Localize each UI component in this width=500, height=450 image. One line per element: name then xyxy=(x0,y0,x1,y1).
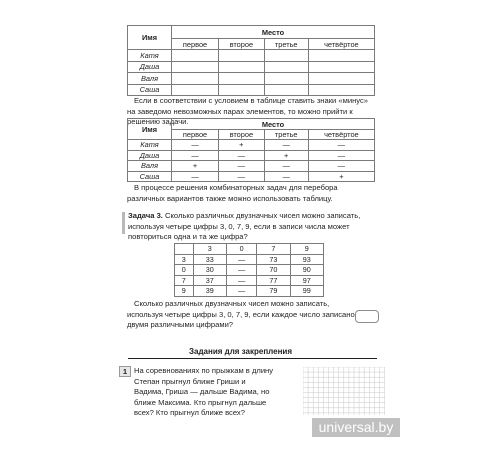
number-cell: 70 xyxy=(257,265,290,276)
table-row xyxy=(128,84,375,96)
column-header: третье xyxy=(264,130,308,140)
empty-cell xyxy=(219,61,265,73)
watermark-logo: universal.by xyxy=(312,418,400,437)
empty-cell xyxy=(264,50,308,62)
answer-box[interactable] xyxy=(355,310,379,323)
digit-header: 7 xyxy=(257,244,290,255)
mark-cell: — xyxy=(172,150,219,161)
name-header: Имя xyxy=(128,119,172,140)
mark-cell: — xyxy=(264,161,308,172)
row-name: Даша xyxy=(128,61,172,73)
mark-cell: + xyxy=(264,150,308,161)
row-name: Катя xyxy=(128,140,172,151)
empty-cell xyxy=(219,73,265,85)
number-cell: — xyxy=(226,254,256,265)
digit-header: 3 xyxy=(193,244,226,255)
section-divider xyxy=(128,358,377,359)
mark-cell: + xyxy=(308,171,374,182)
empty-cell xyxy=(172,50,219,62)
column-header: второе xyxy=(219,39,265,50)
number-cell: 37 xyxy=(193,275,226,286)
table-row xyxy=(175,265,324,276)
digit-row-header: 0 xyxy=(175,265,194,276)
mark-cell: — xyxy=(308,140,374,151)
number-cell: 90 xyxy=(290,265,323,276)
number-cell: — xyxy=(226,275,256,286)
corner-cell xyxy=(175,244,194,255)
number-cell: 39 xyxy=(193,286,226,297)
digit-header: 9 xyxy=(290,244,323,255)
paragraph-minus-signs: Если в соответствии с условием в таблице ставить знаки «минус» на заведомо невозможных парах элементов, то можно прийти к решению задачи. xyxy=(127,96,368,127)
empty-cell xyxy=(264,84,308,96)
row-name: Саша xyxy=(128,171,172,182)
column-header: третье xyxy=(264,39,308,50)
empty-cell xyxy=(264,61,308,73)
number-cell: 30 xyxy=(193,265,226,276)
task3-text xyxy=(128,211,376,243)
table-row xyxy=(128,73,375,85)
mark-cell: — xyxy=(219,161,265,172)
mark-cell: — xyxy=(308,161,374,172)
row-name: Валя xyxy=(128,73,172,85)
table-row xyxy=(175,286,324,297)
mark-cell: — xyxy=(172,171,219,182)
row-name: Катя xyxy=(128,50,172,62)
digit-header: 0 xyxy=(226,244,256,255)
table-row xyxy=(128,140,375,151)
table-row xyxy=(128,50,375,62)
empty-cell xyxy=(219,84,265,96)
column-header: первое xyxy=(172,130,219,140)
exercise-number: 1 xyxy=(119,366,131,377)
number-cell: 33 xyxy=(193,254,226,265)
empty-cell xyxy=(172,84,219,96)
table-row xyxy=(175,254,324,265)
digit-row-header: 3 xyxy=(175,254,194,265)
numbers-table xyxy=(174,243,324,297)
empty-cell xyxy=(219,50,265,62)
column-header: четвёртое xyxy=(308,39,374,50)
table-row xyxy=(175,275,324,286)
table-row xyxy=(128,161,375,172)
task3-label: Задача 3. xyxy=(128,211,163,220)
digit-row-header: 7 xyxy=(175,275,194,286)
row-name: Даша xyxy=(128,150,172,161)
mark-cell: — xyxy=(172,140,219,151)
column-header: четвёртое xyxy=(308,130,374,140)
places-table-filled xyxy=(127,118,375,182)
empty-cell xyxy=(308,84,374,96)
answer-grid[interactable] xyxy=(303,367,385,415)
number-cell: 99 xyxy=(290,286,323,297)
row-name: Саша xyxy=(128,84,172,96)
number-cell: 73 xyxy=(257,254,290,265)
column-header: второе xyxy=(219,130,265,140)
table-row xyxy=(128,171,375,182)
number-cell: — xyxy=(226,286,256,297)
empty-cell xyxy=(308,73,374,85)
place-header: Место xyxy=(172,119,375,130)
table-row xyxy=(128,150,375,161)
question-distinct-digits: Сколько различных двузначных чисел можно записать, используя четыре цифры 3, 0, 7, 9, если каждое число записано двумя различными цифрами? xyxy=(127,299,355,330)
number-cell: 79 xyxy=(257,286,290,297)
mark-cell: — xyxy=(308,150,374,161)
task-marker-bar xyxy=(122,212,125,234)
number-cell: 97 xyxy=(290,275,323,286)
section-title: Задания для закрепления xyxy=(189,347,293,356)
mark-cell: + xyxy=(219,140,265,151)
digit-row-header: 9 xyxy=(175,286,194,297)
table-header-row xyxy=(175,244,324,255)
empty-cell xyxy=(308,61,374,73)
column-header: первое xyxy=(172,39,219,50)
mark-cell: — xyxy=(219,171,265,182)
number-cell: — xyxy=(226,265,256,276)
name-header: Имя xyxy=(128,26,172,50)
empty-cell xyxy=(264,73,308,85)
mark-cell: — xyxy=(264,140,308,151)
mark-cell: — xyxy=(219,150,265,161)
table-row xyxy=(128,61,375,73)
exercise-text: На соревнованиях по прыжкам в длину Степан прыгнул ближе Гриши и Вадима, Гриша — дальше Вадима, но ближе Максима. Кто прыгнул дальше всех? Кто прыгнул ближе всех? xyxy=(134,366,274,418)
number-cell: 77 xyxy=(257,275,290,286)
mark-cell: + xyxy=(172,161,219,172)
row-name: Валя xyxy=(128,161,172,172)
empty-cell xyxy=(172,73,219,85)
number-cell: 93 xyxy=(290,254,323,265)
places-table-empty xyxy=(127,25,375,96)
empty-cell xyxy=(172,61,219,73)
paragraph-combinatorics: В процессе решения комбинаторных задач для перебора различных вариантов также можно использовать таблицу. xyxy=(127,183,338,203)
place-header: Место xyxy=(172,26,375,39)
mark-cell: — xyxy=(264,171,308,182)
task3-body: Сколько различных двузначных чисел можно записать, используя четыре цифры 3, 0, 7, 9, если в записи числа может повториться одна и та же цифра? xyxy=(128,211,361,242)
empty-cell xyxy=(308,50,374,62)
